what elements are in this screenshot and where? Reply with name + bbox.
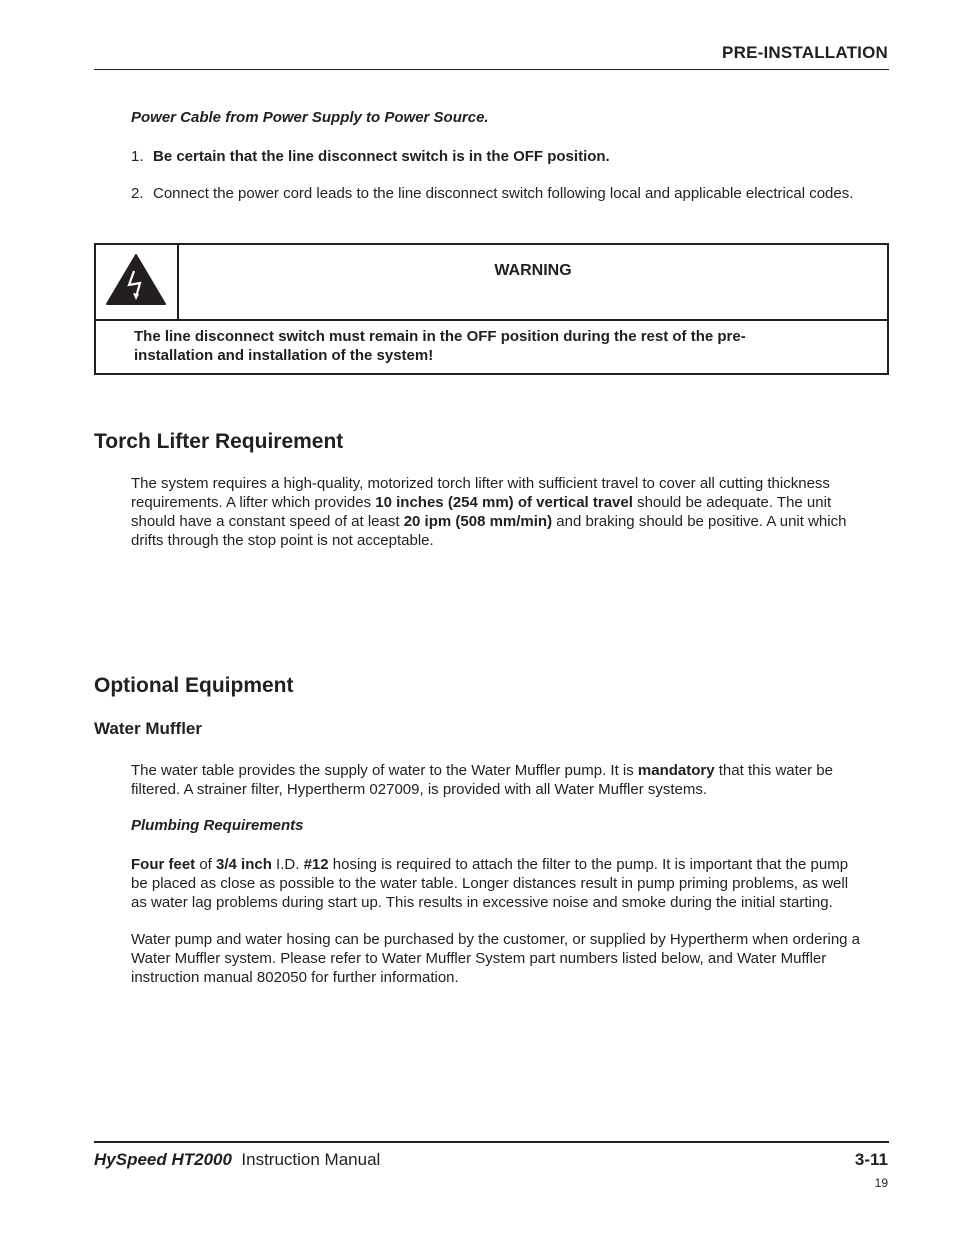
footer-rule [94, 1141, 889, 1143]
warning-box [94, 243, 889, 375]
step-number: 1. [131, 148, 144, 165]
optional-equipment-heading: Optional Equipment [94, 674, 294, 697]
warning-text-line: The line disconnect switch must remain in the OFF position during the rest of the pre- [134, 328, 746, 345]
step-text: Connect the power cord leads to the line disconnect switch following local and applicable electrical codes. [153, 185, 854, 202]
water-muffler-paragraph [131, 761, 901, 799]
header-rule [94, 69, 889, 70]
electric-shock-warning-icon [96, 245, 177, 319]
header-title: PRE-INSTALLATION [722, 43, 888, 62]
page-number: 19 [874, 1176, 888, 1190]
torch-lifter-paragraph [131, 474, 891, 550]
footer-section-page: 3-11 [854, 1150, 888, 1169]
text-line: Four feet of 3/4 inch I.D. #12 hosing is required to attach the filter to the pump. It is important that the pump [131, 856, 849, 873]
text-line: filtered. A strainer filter, Hypertherm 027009, is provided with all Water Muffler systems. [131, 781, 708, 798]
text-line: as water lag problems during start up. This results in excessive noise and smoke during the initial starting. [131, 894, 833, 911]
footer-brand: HySpeed HT2000 [94, 1150, 232, 1169]
text-line: requirements. A lifter which provides 10 inches (254 mm) of vertical travel should be adequate. The unit [131, 494, 832, 511]
water-pump-paragraph [131, 930, 901, 987]
warning-divider [96, 319, 887, 321]
warning-icon-cell [96, 245, 179, 319]
warning-text-line: installation and installation of the system! [134, 347, 434, 364]
step-1 [131, 147, 610, 166]
text-line: be placed as close as possible to the water table. Longer distances result in pump priming problems, as well [131, 875, 849, 892]
text-line: Water pump and water hosing can be purchased by the customer, or supplied by Hypertherm when ordering a [131, 931, 861, 948]
text-line: The water table provides the supply of water to the Water Muffler pump. It is mandatory that this water be [131, 762, 833, 779]
warning-text [134, 327, 834, 365]
step-2 [131, 184, 853, 203]
water-muffler-heading: Water Muffler [94, 719, 202, 738]
text-line: instruction manual 802050 for further information. [131, 969, 459, 986]
torch-lifter-heading: Torch Lifter Requirement [94, 430, 344, 453]
step-text: Be certain that the line disconnect switch is in the OFF position. [153, 148, 610, 165]
text-line: The system requires a high-quality, motorized torch lifter with sufficient travel to cover all cutting thickness [131, 475, 830, 492]
plumbing-paragraph [131, 855, 901, 912]
plumbing-heading: Plumbing Requirements [131, 817, 304, 834]
step-number: 2. [131, 185, 144, 202]
text-line: Water Muffler system. Please refer to Water Muffler System part numbers listed below, and Water Muffler [131, 950, 827, 967]
footer-manual-title [94, 1150, 380, 1170]
power-cable-heading: Power Cable from Power Supply to Power Source. [131, 109, 489, 126]
text-line: drifts through the stop point is not acceptable. [131, 532, 434, 549]
warning-title: WARNING [494, 262, 572, 279]
footer-manual: Instruction Manual [241, 1150, 381, 1169]
text-line: should have a constant speed of at least 20 ipm (508 mm/min) and braking should be positive. A unit which [131, 513, 847, 530]
